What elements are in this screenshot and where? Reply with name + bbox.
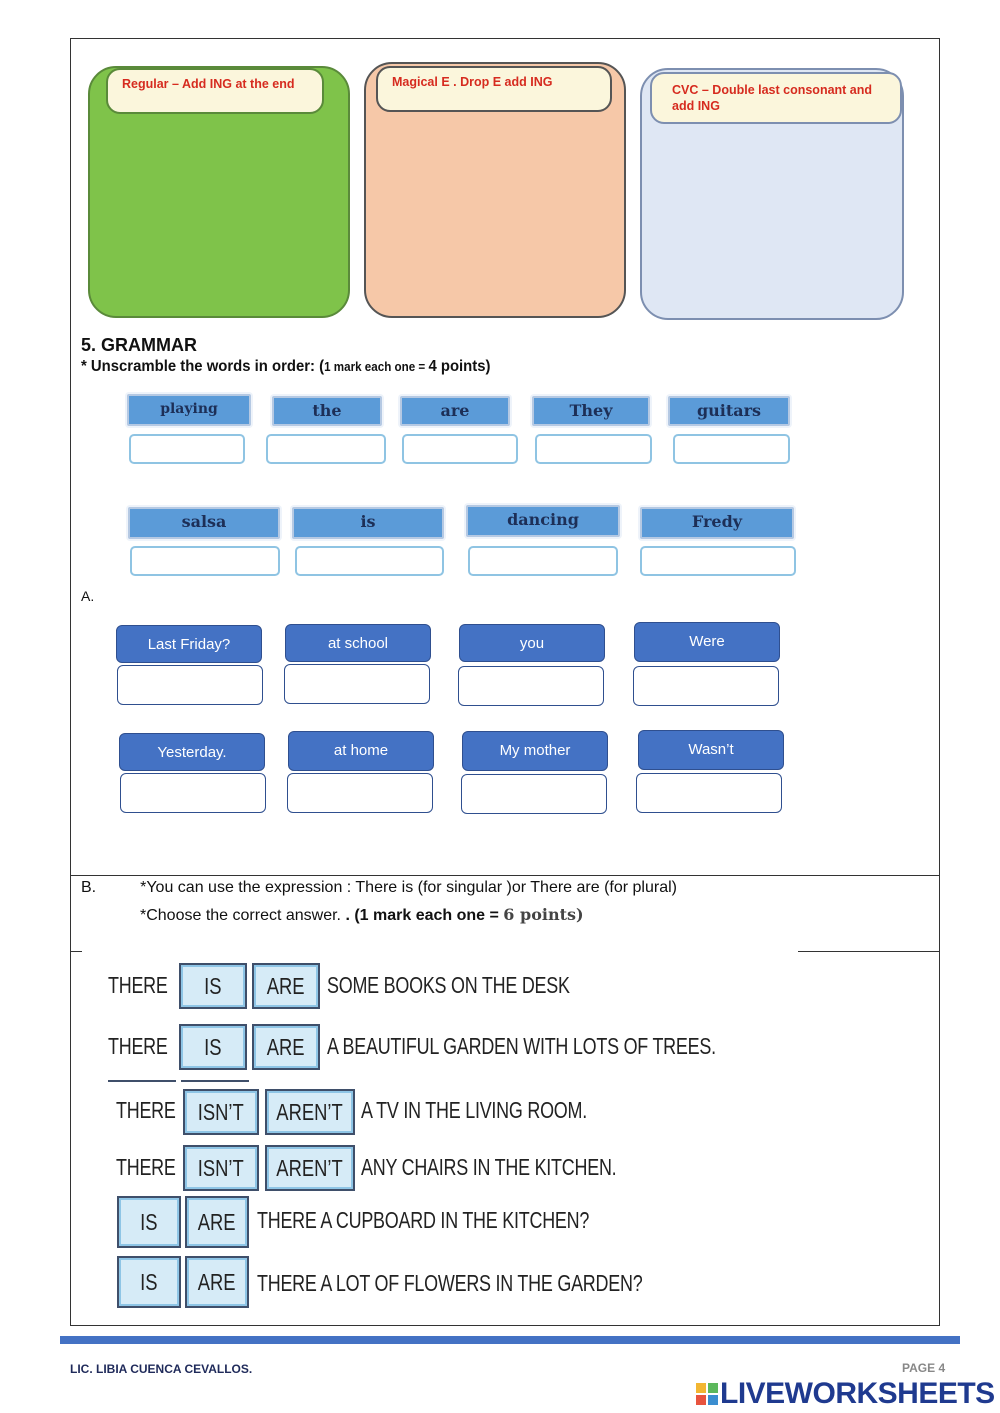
word-tile[interactable]: Last Friday? bbox=[116, 625, 262, 663]
footer-bar bbox=[60, 1336, 960, 1344]
word-tile[interactable]: guitars bbox=[668, 396, 790, 426]
option-isnt[interactable]: ISN’T bbox=[183, 1089, 259, 1135]
section-b-instruction-2: *Choose the correct answer. . (1 mark each one = 6 points) bbox=[140, 905, 584, 924]
sentence-suffix: A BEAUTIFUL GARDEN WITH LOTS OF TREES. bbox=[327, 1033, 716, 1059]
answer-box[interactable] bbox=[266, 434, 386, 464]
sentence-prefix: THERE bbox=[108, 972, 168, 998]
word-tile[interactable]: you bbox=[459, 624, 605, 662]
word-tile[interactable]: at school bbox=[285, 624, 431, 662]
category-cvc-label: CVC – Double last consonant and add ING bbox=[650, 72, 902, 124]
word-tile[interactable]: dancing bbox=[466, 505, 620, 537]
answer-box[interactable] bbox=[402, 434, 518, 464]
liveworksheets-logo[interactable]: LIVEWORKSHEETS bbox=[696, 1377, 995, 1411]
sentence-suffix: THERE A LOT OF FLOWERS IN THE GARDEN? bbox=[257, 1270, 643, 1296]
option-are[interactable]: ARE bbox=[185, 1256, 249, 1308]
word-tile[interactable]: the bbox=[272, 396, 382, 426]
liveworksheets-icon bbox=[696, 1383, 718, 1405]
word-tile[interactable]: are bbox=[400, 396, 510, 426]
answer-box[interactable] bbox=[636, 773, 782, 813]
option-arent[interactable]: AREN’T bbox=[265, 1089, 355, 1135]
answer-box[interactable] bbox=[120, 773, 266, 813]
grammar-instruction: * Unscramble the words in order: (1 mark each one = 4 points) bbox=[81, 358, 491, 375]
footer-author: LIC. LIBIA CUENCA CEVALLOS. bbox=[70, 1362, 253, 1376]
word-tile[interactable]: Yesterday. bbox=[119, 733, 265, 771]
option-are[interactable]: ARE bbox=[252, 1024, 320, 1070]
option-is[interactable]: IS bbox=[179, 963, 247, 1009]
answer-box[interactable] bbox=[640, 546, 796, 576]
answer-box[interactable] bbox=[535, 434, 652, 464]
word-tile[interactable]: Fredy bbox=[640, 507, 794, 539]
word-tile[interactable]: salsa bbox=[128, 507, 280, 539]
sentence-suffix: ANY CHAIRS IN THE KITCHEN. bbox=[361, 1154, 617, 1180]
grammar-title: 5. GRAMMAR bbox=[81, 335, 197, 355]
page-number: PAGE 4 bbox=[902, 1361, 946, 1375]
option-arent[interactable]: AREN’T bbox=[265, 1145, 355, 1191]
answer-box[interactable] bbox=[461, 774, 607, 814]
answer-box[interactable] bbox=[673, 434, 790, 464]
word-tile[interactable]: Were bbox=[634, 622, 780, 662]
word-tile[interactable]: My mother bbox=[462, 731, 608, 771]
category-regular-label: Regular – Add ING at the end bbox=[106, 68, 324, 114]
option-isnt[interactable]: ISN’T bbox=[183, 1145, 259, 1191]
sentence-prefix: THERE bbox=[116, 1154, 176, 1180]
section-a-label: A. bbox=[81, 588, 95, 604]
underline-mark bbox=[181, 1080, 249, 1082]
answer-box[interactable] bbox=[633, 666, 779, 706]
option-is[interactable]: IS bbox=[179, 1024, 247, 1070]
sentence-prefix: THERE bbox=[116, 1097, 176, 1123]
sentence-suffix: SOME BOOKS ON THE DESK bbox=[327, 972, 570, 998]
sentence-prefix: THERE bbox=[108, 1033, 168, 1059]
word-tile[interactable]: at home bbox=[288, 731, 434, 771]
answer-box[interactable] bbox=[129, 434, 245, 464]
divider-right bbox=[798, 951, 940, 952]
answer-box[interactable] bbox=[117, 665, 263, 705]
category-magic-e-label: Magical E . Drop E add ING bbox=[376, 66, 612, 112]
word-tile[interactable]: is bbox=[292, 507, 444, 539]
answer-box[interactable] bbox=[130, 546, 280, 576]
answer-box[interactable] bbox=[284, 664, 430, 704]
section-b-instruction-1: B. *You can use the expression : There is (for singular )or There are (for plural) bbox=[81, 879, 677, 896]
option-are[interactable]: ARE bbox=[185, 1196, 249, 1248]
answer-box[interactable] bbox=[458, 666, 604, 706]
word-tile[interactable]: Wasn’t bbox=[638, 730, 784, 770]
sentence-suffix: THERE A CUPBOARD IN THE KITCHEN? bbox=[257, 1207, 590, 1233]
option-is[interactable]: IS bbox=[117, 1256, 181, 1308]
underline-mark bbox=[108, 1080, 176, 1082]
option-is[interactable]: IS bbox=[117, 1196, 181, 1248]
word-tile[interactable]: They bbox=[532, 396, 650, 426]
answer-box[interactable] bbox=[468, 546, 618, 576]
answer-box[interactable] bbox=[287, 773, 433, 813]
option-are[interactable]: ARE bbox=[252, 963, 320, 1009]
sentence-suffix: A TV IN THE LIVING ROOM. bbox=[361, 1097, 587, 1123]
divider-left bbox=[70, 951, 82, 952]
word-tile[interactable]: playing bbox=[127, 394, 251, 426]
answer-box[interactable] bbox=[295, 546, 444, 576]
